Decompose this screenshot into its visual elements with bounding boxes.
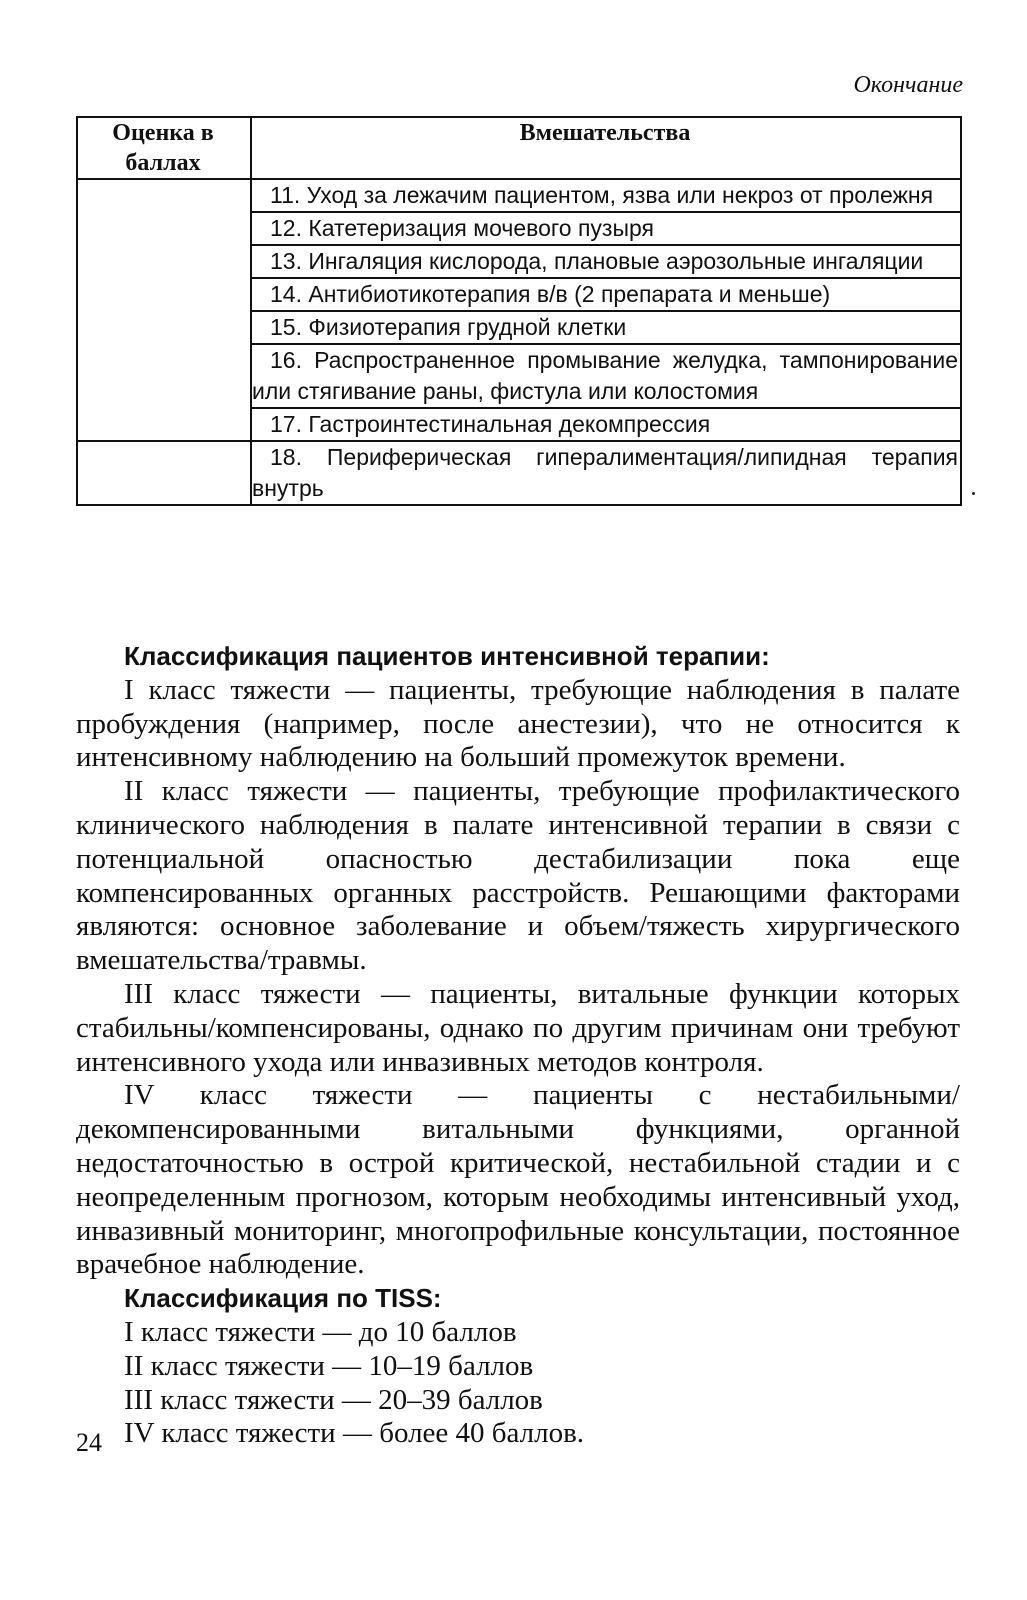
table-continuation-label: Окончание [853, 72, 963, 98]
intervention-cell: 14. Антибиотикотерапия в/в (2 препарата и меньше) [251, 278, 961, 311]
paragraph: III класс тяжести — пациенты, витальные функции которых стабильны/компенсированы, однако по другим причинам они требуют интенсивного ухода или инвазивных методов контроля. [76, 977, 960, 1078]
paragraph: IV класс тяжести — пациенты с нестабильными/декомпенсированными витальными функциями, органной недостаточностью в острой критической, нестабильной стадии и с неопределенным прогнозом, которым необходимы интенсивный уход, инвазивный мониторинг, многопрофильные консультации, постоянное врачебное наблюдение. [76, 1079, 960, 1281]
tiss-line: I класс тяжести — до 10 баллов [124, 1315, 517, 1348]
paragraph: II класс тяжести — пациенты, требующие профилактического клинического наблюдения в палате интенсивной терапии в связи с потенциальной опасностью дестабилизации пока еще компенсированных органных расстройств. Решающими факторами являются: основное заболевание и объем/тяжесть хирургического вмешательства/травмы. [76, 775, 960, 977]
tiss-line: IV класс тяжести — более 40 баллов. [124, 1417, 585, 1450]
classification-heading: Классификация пациентов интенсивной терапии: [124, 641, 770, 671]
interventions-column-header: Вмешательства [251, 117, 961, 179]
paragraph: I класс тяжести — пациенты, требующие наблюдения в палате пробуждения (например, после анестезии), что не относится к интенсивному наблюдению на больший промежуток времени. [76, 673, 960, 774]
main-text [76, 640, 960, 1451]
table-row [77, 179, 961, 212]
table-header-row [77, 117, 961, 179]
intervention-cell: 16. Распространенное промывание желудка, тампонирование или стягивание раны, фистула или колостомия [251, 344, 961, 408]
tiss-line: II класс тяжести — 10–19 баллов [124, 1349, 534, 1382]
intervention-cell: 12. Катетеризация мочевого пузыря [251, 212, 961, 245]
intervention-cell: 11. Уход за лежачим пациентом, язва или некроз от пролежня [251, 179, 961, 212]
page-number: 24 [76, 1428, 102, 1457]
table-row [77, 441, 961, 505]
score-cell [77, 179, 251, 441]
tiss-heading: Классификация по TISS: [124, 1283, 442, 1314]
tiss-line: III класс тяжести — 20–39 баллов [124, 1383, 543, 1416]
score-cell [77, 441, 251, 505]
intervention-cell: 13. Ингаляция кислорода, плановые аэрозольные ингаляции [251, 245, 961, 278]
intervention-cell: 18. Периферическая гипералиментация/липидная терапия внутрь [251, 441, 961, 505]
intervention-cell: 17. Гастроинтестинальная декомпрессия [251, 408, 961, 441]
intervention-cell: 15. Физиотерапия грудной клетки [251, 311, 961, 344]
interventions-table [76, 116, 962, 506]
print-speck [972, 492, 975, 495]
score-column-header: Оценка в баллах [77, 117, 251, 179]
